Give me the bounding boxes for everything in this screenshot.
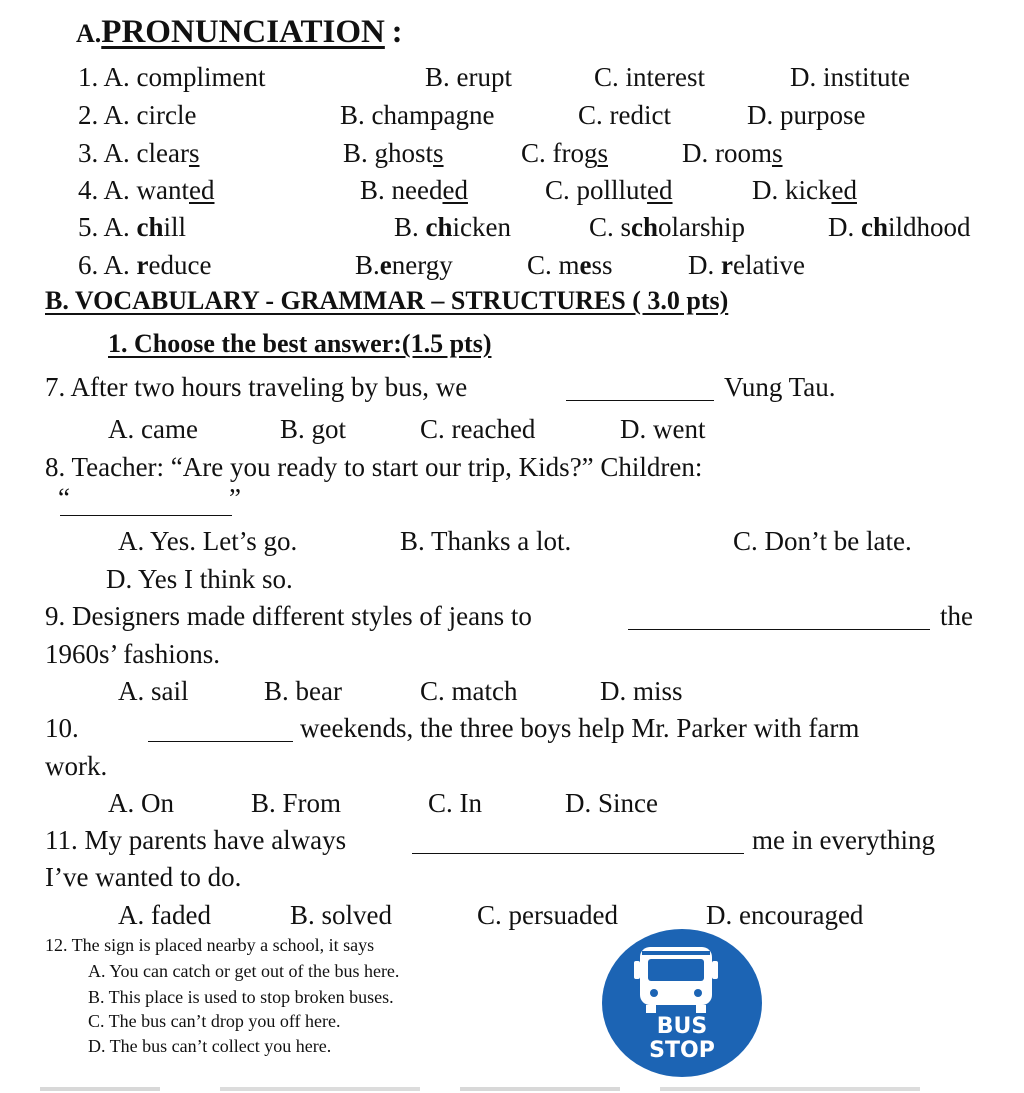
q4-a: 4. A. wanted [78, 175, 215, 205]
q2-a: 2. A. circle [78, 100, 197, 130]
section-a-colon: : [391, 14, 403, 50]
q1-d: D. institute [790, 62, 910, 92]
q11-blank [412, 853, 744, 854]
q11-option-c: C. persuaded [477, 900, 618, 930]
q9-stem: 9. Designers made different styles of jeans to [45, 601, 532, 631]
section-b-title: B. VOCABULARY - GRAMMAR – STRUCTURES ( 3.0 pts) [45, 286, 729, 315]
q9-stem-post: the [940, 601, 973, 631]
cut-off-line-decoration [40, 1083, 1000, 1093]
q7-option-b: B. got [280, 414, 347, 444]
q7-option-c: C. reached [420, 414, 536, 444]
q10-stem-line2: work. [45, 751, 108, 781]
q12-option-a: A. You can catch or get out of the bus here. [88, 961, 400, 981]
q5-c: C. scholarship [589, 212, 746, 242]
q9-option-a: A. sail [118, 676, 189, 706]
q12-option-d: D. The bus can’t collect you here. [88, 1036, 332, 1056]
q10-blank [148, 741, 293, 742]
q6-c: C. mess [527, 250, 613, 280]
q10-num: 10. [45, 713, 79, 743]
q5-b: B. chicken [394, 212, 511, 242]
q8-option-c: C. Don’t be late. [733, 526, 912, 556]
section-a-letter: A. [76, 19, 102, 48]
q2-d: D. purpose [747, 100, 866, 130]
q7-blank [566, 400, 714, 401]
q5-a: 5. A. chill [78, 212, 187, 242]
q8-option-d: D. Yes I think so. [106, 564, 293, 594]
q10-option-a: A. On [108, 788, 174, 818]
q12-option-b: B. This place is used to stop broken buses. [88, 987, 394, 1007]
q9-stem-line2: 1960s’ fashions. [45, 639, 220, 669]
q7-stem-post: Vung Tau. [724, 372, 836, 402]
q11-option-a: A. faded [118, 900, 211, 930]
q8-open-quote: “ [58, 483, 70, 513]
q9-option-c: C. match [420, 676, 518, 706]
q10-option-d: D. Since [565, 788, 658, 818]
q11-stem-line2: I’ve wanted to do. [45, 862, 242, 892]
bus-stop-line1: BUS [656, 1014, 708, 1039]
q7-option-d: D. went [620, 414, 706, 444]
q5-d: D. childhood [828, 212, 971, 242]
section-b-subtitle: 1. Choose the best answer:(1.5 pts) [108, 329, 492, 358]
q9-option-d: D. miss [600, 676, 683, 706]
q6-b: B.energy [355, 250, 453, 280]
q10-option-c: C. In [428, 788, 482, 818]
q3-c: C. frogs [521, 138, 609, 168]
q2-b: B. champagne [340, 100, 495, 130]
q12-stem: 12. The sign is placed nearby a school, it says [45, 935, 375, 955]
q3-d: D. rooms [682, 138, 783, 168]
q9-option-b: B. bear [264, 676, 342, 706]
q1-c: C. interest [594, 62, 705, 92]
bus-stop-line2: STOP [649, 1038, 715, 1063]
q1-b: B. erupt [425, 62, 512, 92]
q8-stem: 8. Teacher: “Are you ready to start our trip, Kids?” Children: [45, 452, 703, 482]
q7-stem: 7. After two hours traveling by bus, we [45, 372, 468, 402]
q4-d: D. kicked [752, 175, 857, 205]
q10-stem-post: weekends, the three boys help Mr. Parker with farm [300, 713, 860, 743]
q6-a: 6. A. reduce [78, 250, 212, 280]
q1-a: 1. A. compliment [78, 62, 266, 92]
q8-close-quote: ” [229, 483, 241, 513]
q11-stem: 11. My parents have always [45, 825, 347, 855]
q4-c: C. pollluted [545, 175, 673, 205]
q11-option-d: D. encouraged [706, 900, 864, 930]
bus-icon [634, 947, 718, 1013]
q8-option-b: B. Thanks a lot. [400, 526, 572, 556]
q3-a: 3. A. clears [78, 138, 200, 168]
q12-option-c: C. The bus can’t drop you off here. [88, 1011, 341, 1031]
q3-b: B. ghosts [343, 138, 444, 168]
q9-blank [628, 629, 930, 630]
section-a-title: PRONUNCIATION [101, 14, 385, 50]
q8-option-a: A. Yes. Let’s go. [118, 526, 298, 556]
q10-option-b: B. From [251, 788, 342, 818]
q11-option-b: B. solved [290, 900, 393, 930]
q6-d: D. relative [688, 250, 805, 280]
q4-b: B. needed [360, 175, 468, 205]
section-a-heading [76, 16, 403, 49]
q8-blank [60, 515, 232, 516]
q11-stem-post: me in everything [752, 825, 935, 855]
q7-option-a: A. came [108, 414, 198, 444]
bus-stop-sign [602, 929, 762, 1077]
q2-c: C. redict [578, 100, 671, 130]
